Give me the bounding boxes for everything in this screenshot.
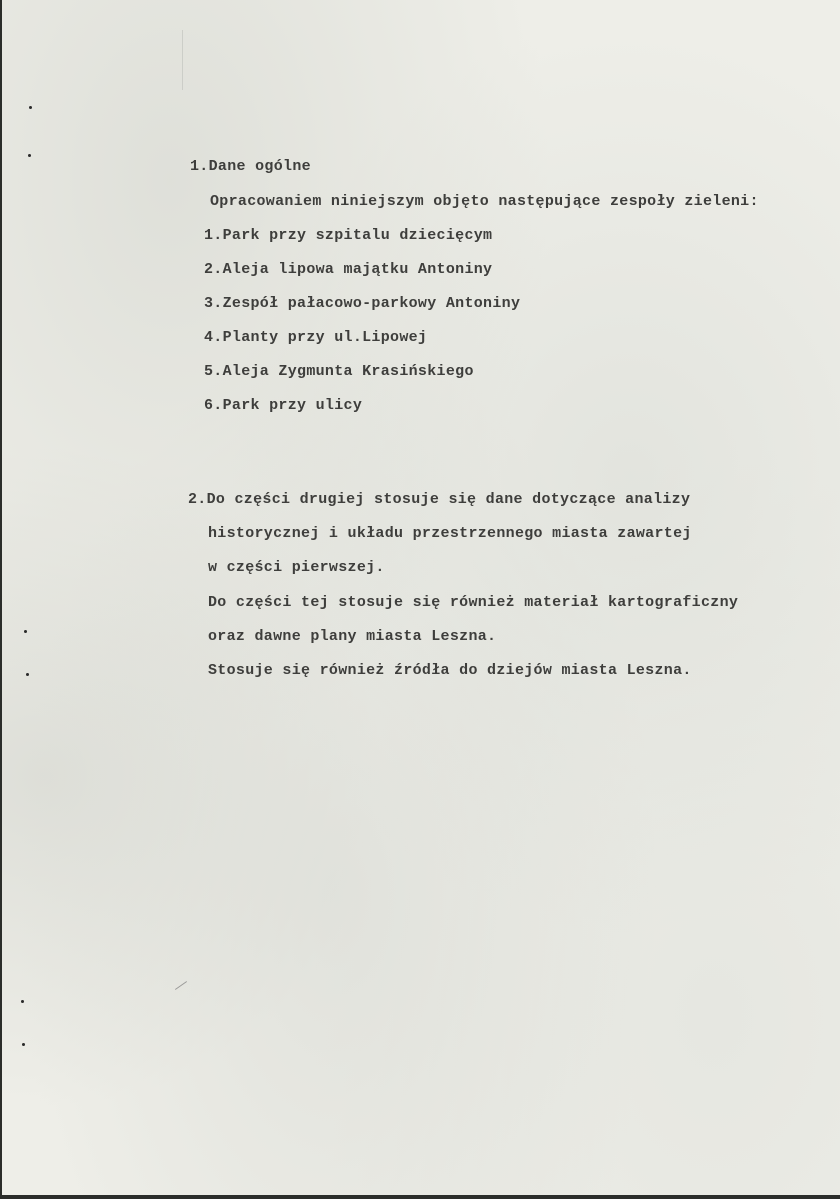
list-item: 1.Park przy szpitalu dziecięcym: [204, 227, 493, 244]
section-1-heading: 1.Dane ogólne: [190, 158, 311, 175]
list-item: 3.Zespół pałacowo-parkowy Antoniny: [204, 295, 521, 312]
section-2-line: 2.Do części drugiej stosuje się dane dotyczące analizy: [188, 491, 691, 508]
list-item: 4.Planty przy ul.Lipowej: [204, 329, 428, 346]
section-2-line: Do części tej stosuje się również materiał kartograficzny: [208, 594, 739, 611]
list-item: 2.Aleja lipowa majątku Antoniny: [204, 261, 493, 278]
margin-mark: [24, 630, 27, 633]
list-item: 5.Aleja Zygmunta Krasińskiego: [204, 363, 474, 380]
document-page: [2, 0, 840, 1195]
margin-mark: [21, 1000, 24, 1003]
section-2-line: Stosuje się również źródła do dziejów miasta Leszna.: [208, 662, 692, 679]
margin-mark: [26, 673, 29, 676]
paper-crease: [182, 30, 183, 90]
section-2-line: oraz dawne plany miasta Leszna.: [208, 628, 497, 645]
section-2-line: historycznej i układu przestrzennego miasta zawartej: [208, 525, 692, 542]
margin-mark: [28, 154, 31, 157]
section-1-intro: Opracowaniem niniejszym objęto następujące zespoły zieleni:: [210, 193, 759, 210]
paper-scratch: [175, 981, 187, 990]
margin-mark: [22, 1043, 25, 1046]
section-2-line: w części pierwszej.: [208, 559, 385, 576]
margin-mark: [29, 106, 32, 109]
list-item: 6.Park przy ulicy: [204, 397, 363, 414]
